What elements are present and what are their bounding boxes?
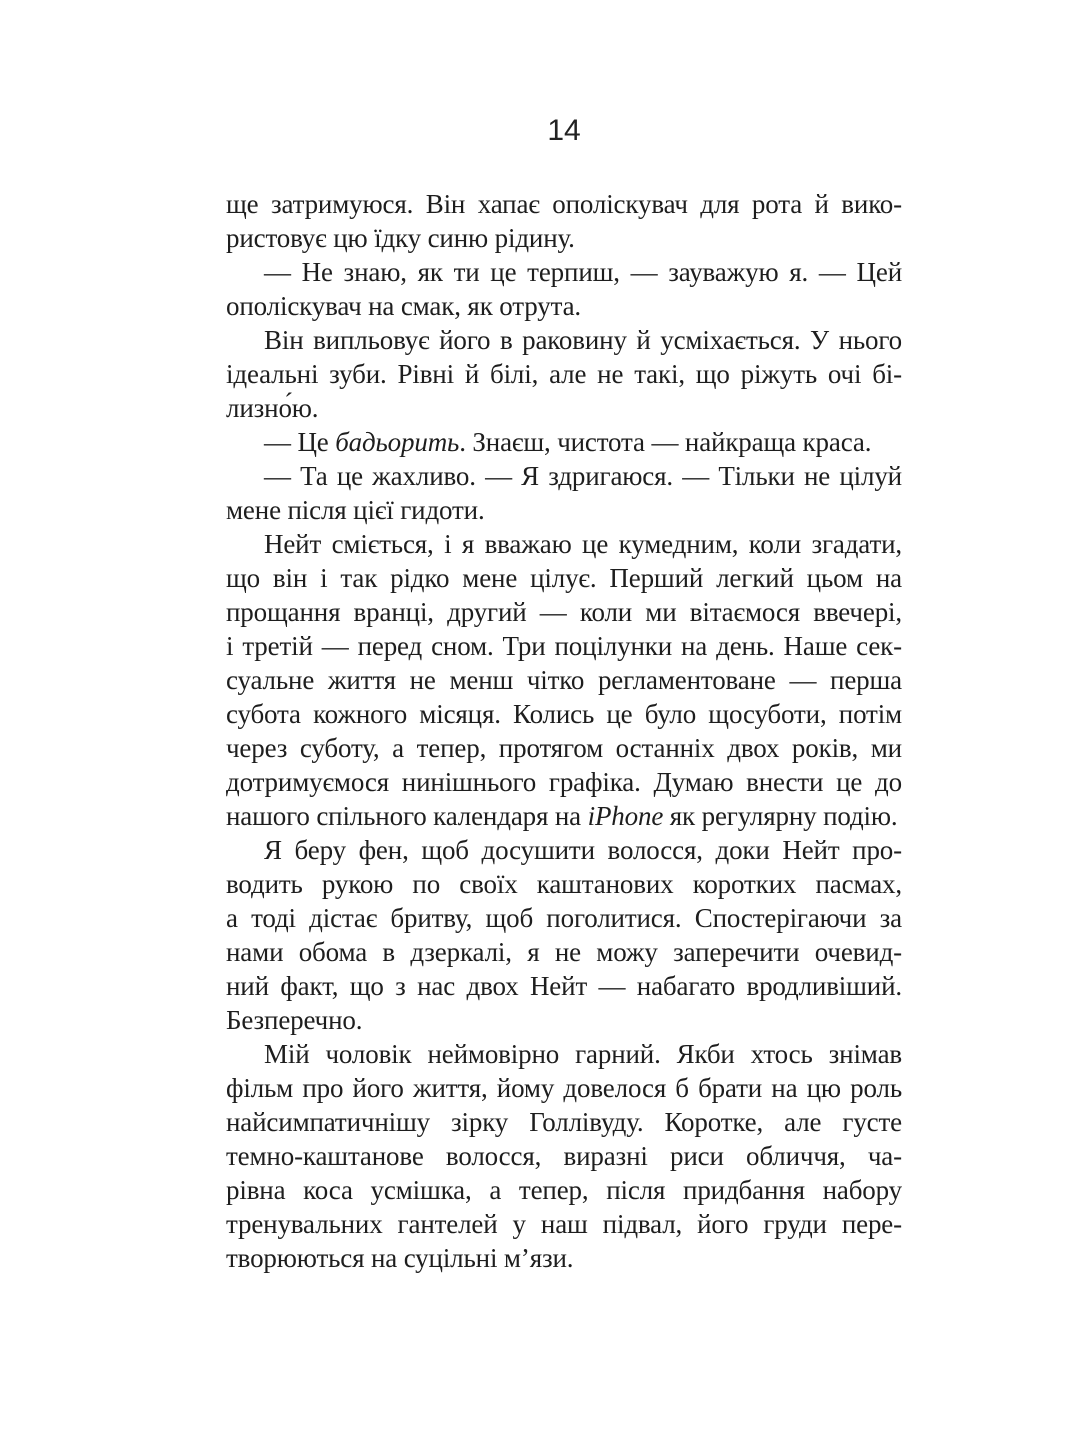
text-run: прощання вранці, другий — коли ми вітаємося ввечері, bbox=[226, 597, 902, 627]
text-run: рівна коса усмішка, а тепер, після придбання набору bbox=[226, 1175, 902, 1205]
text-run: як регулярну подію. bbox=[663, 801, 898, 831]
text-run: лизно́ю. bbox=[226, 393, 319, 423]
text-line bbox=[226, 1037, 902, 1071]
text-line bbox=[226, 1207, 902, 1241]
text-line bbox=[226, 255, 902, 289]
text-line bbox=[226, 1105, 902, 1139]
text-run: Мій чоловік неймовірно гарний. Якби хтось знімав bbox=[264, 1039, 902, 1069]
text-line bbox=[226, 765, 902, 799]
text-line bbox=[226, 1241, 902, 1275]
text-line bbox=[226, 493, 902, 527]
text-run: ще затримуюся. Він хапає ополіскувач для рота й вико- bbox=[226, 189, 902, 219]
text-line bbox=[226, 561, 902, 595]
text-run: творюються на суцільні м’язи. bbox=[226, 1243, 574, 1273]
text-run: ристовує цю їдку синю рідину. bbox=[226, 223, 575, 253]
text-run: — Та це жахливо. — Я здригаюся. — Тільки не цілуй bbox=[264, 461, 902, 491]
text-line bbox=[226, 1003, 902, 1037]
text-line bbox=[226, 1071, 902, 1105]
text-run: через суботу, а тепер, протягом останніх двох років, ми bbox=[226, 733, 902, 763]
text-run: мене після цієї гидоти. bbox=[226, 495, 485, 525]
text-run: Нейт сміється, і я вважаю це кумедним, коли згадати, bbox=[264, 529, 902, 559]
text-line bbox=[226, 289, 902, 323]
text-run: що він і так рідко мене цілує. Перший легкий цьом на bbox=[226, 563, 902, 593]
text-run: фільм про його життя, йому довелося б брати на цю роль bbox=[226, 1073, 902, 1103]
text-line bbox=[226, 357, 902, 391]
text-run: тренувальних гантелей у наш підвал, його груди пере- bbox=[226, 1209, 902, 1239]
text-line bbox=[226, 799, 902, 833]
text-line bbox=[226, 1139, 902, 1173]
text-run: . Знаєш, чистота — найкраща краса. bbox=[459, 427, 872, 457]
text-run: а тоді дістає бритву, щоб поголитися. Спостерігаючи за bbox=[226, 903, 902, 933]
text-line bbox=[226, 731, 902, 765]
text-line bbox=[226, 221, 902, 255]
text-line bbox=[226, 323, 902, 357]
text-run: ний факт, що з нас двох Нейт — набагато вродливіший. bbox=[226, 971, 902, 1001]
text-run: Я беру фен, щоб досушити волосся, доки Нейт про- bbox=[264, 835, 902, 865]
text-line bbox=[226, 697, 902, 731]
text-line bbox=[226, 1173, 902, 1207]
text-line bbox=[226, 425, 902, 459]
text-line bbox=[226, 663, 902, 697]
text-run: дотримуємося нинішнього графіка. Думаю внести це до bbox=[226, 767, 902, 797]
text-line bbox=[226, 527, 902, 561]
text-run: — Це bbox=[264, 427, 336, 457]
text-run: нами обома в дзеркалі, я не можу заперечити очевид- bbox=[226, 937, 902, 967]
text-run: нашого спільного календаря на bbox=[226, 801, 588, 831]
text-run: найсимпатичнішу зірку Голлівуду. Коротке, але густе bbox=[226, 1107, 902, 1137]
text-run: Безперечно. bbox=[226, 1005, 363, 1035]
text-line bbox=[226, 629, 902, 663]
text-run: ополіскувач на смак, як отрута. bbox=[226, 291, 581, 321]
text-run: Він випльовує його в раковину й усміхається. У нього bbox=[264, 325, 902, 355]
text-line bbox=[226, 969, 902, 1003]
text-line bbox=[226, 867, 902, 901]
text-run: і третій — перед сном. Три поцілунки на день. Наше сек- bbox=[226, 631, 902, 661]
text-line bbox=[226, 833, 902, 867]
text-run: субота кожного місяця. Колись це було щосуботи, потім bbox=[226, 699, 902, 729]
text-line bbox=[226, 901, 902, 935]
text-run: водить рукою по своїх каштанових коротких пасмах, bbox=[226, 869, 902, 899]
text-run: суальне життя не менш чітко регламентоване — перша bbox=[226, 665, 902, 695]
text-line bbox=[226, 935, 902, 969]
text-line bbox=[226, 187, 902, 221]
text-line bbox=[226, 459, 902, 493]
text-run: ідеальні зуби. Рівні й білі, але не такі, що ріжуть очі бі- bbox=[226, 359, 902, 389]
page-text bbox=[226, 187, 902, 1275]
italic-text-run: бадьорить bbox=[335, 427, 460, 457]
page-number: 14 bbox=[547, 114, 581, 147]
text-run: темно-каштанове волосся, виразні риси обличчя, ча- bbox=[226, 1141, 902, 1171]
text-run: — Не знаю, як ти це терпиш, — зауважую я. — Цей bbox=[264, 257, 902, 287]
text-line bbox=[226, 391, 902, 425]
italic-text-run: iPhone bbox=[587, 801, 664, 831]
text-line bbox=[226, 595, 902, 629]
